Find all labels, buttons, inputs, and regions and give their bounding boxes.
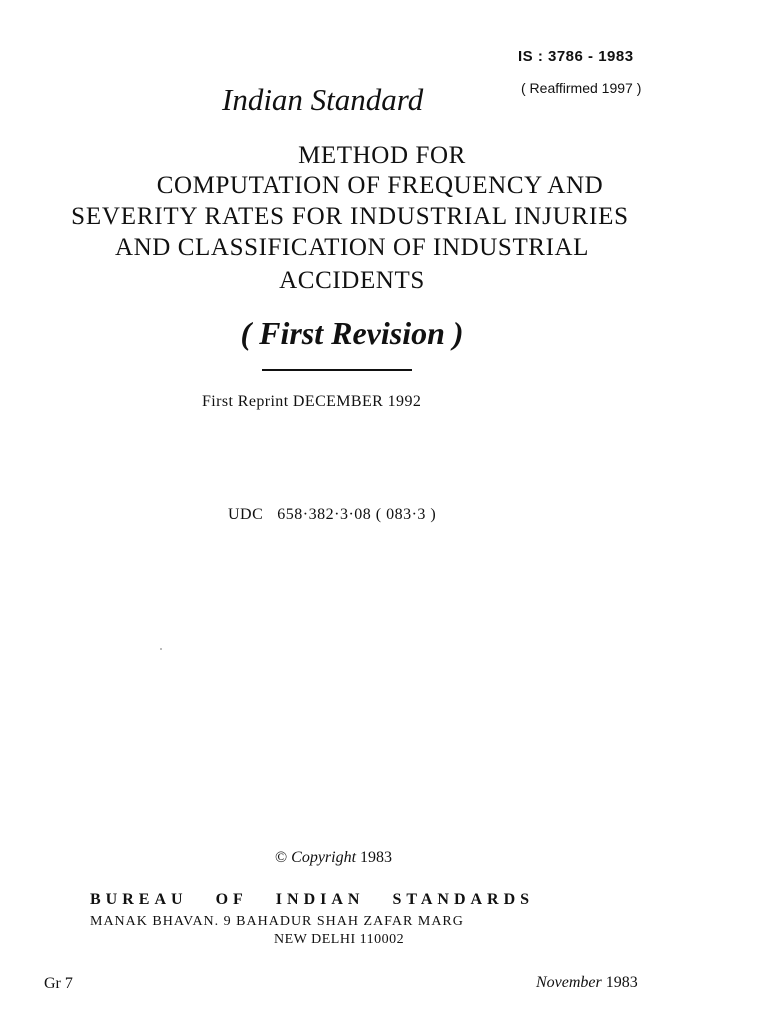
publisher-name-part: INDIAN [275, 891, 365, 908]
copyright-word: Copyright [291, 849, 357, 866]
publisher-name-part: OF [215, 891, 248, 908]
copyright-year: 1983 [356, 849, 393, 866]
title-line-5: ACCIDENTS [279, 267, 425, 294]
copyright-symbol: © [275, 849, 292, 866]
publisher-address-line-2: NEW DELHI 110002 [274, 932, 405, 947]
udc-classification [228, 506, 436, 524]
reprint-note: First Reprint DECEMBER 1992 [202, 393, 422, 410]
copyright-notice [275, 849, 392, 867]
udc-code: 658·382·3·08 ( 083·3 ) [277, 506, 437, 523]
title-line-3: SEVERITY RATES FOR INDUSTRIAL INJURIES [71, 203, 629, 230]
publication-year: 1983 [601, 974, 638, 991]
price-group: Gr 7 [44, 975, 73, 992]
reaffirmed-note: ( Reaffirmed 1997 ) [521, 80, 642, 96]
publisher-address-line-1: MANAK BHAVAN. 9 BAHADUR SHAH ZAFAR MARG [90, 914, 464, 929]
publisher-name-part: STANDARDS [392, 891, 535, 908]
standard-number: IS : 3786 - 1983 [518, 48, 634, 65]
revision-label: ( First Revision ) [240, 315, 464, 351]
udc-label: UDC [228, 506, 264, 523]
title-line-4: AND CLASSIFICATION OF INDUSTRIAL [114, 234, 590, 261]
series-title: Indian Standard [222, 82, 424, 117]
title-line-1: METHOD FOR [298, 142, 466, 169]
title-line-2: COMPUTATION OF FREQUENCY AND [156, 172, 604, 199]
publication-month: November [536, 974, 602, 991]
publisher-name-part: BUREAU [90, 891, 188, 908]
scan-speck [160, 648, 162, 650]
publication-date [536, 974, 638, 992]
title-divider [262, 369, 412, 371]
publisher-name [90, 891, 562, 909]
